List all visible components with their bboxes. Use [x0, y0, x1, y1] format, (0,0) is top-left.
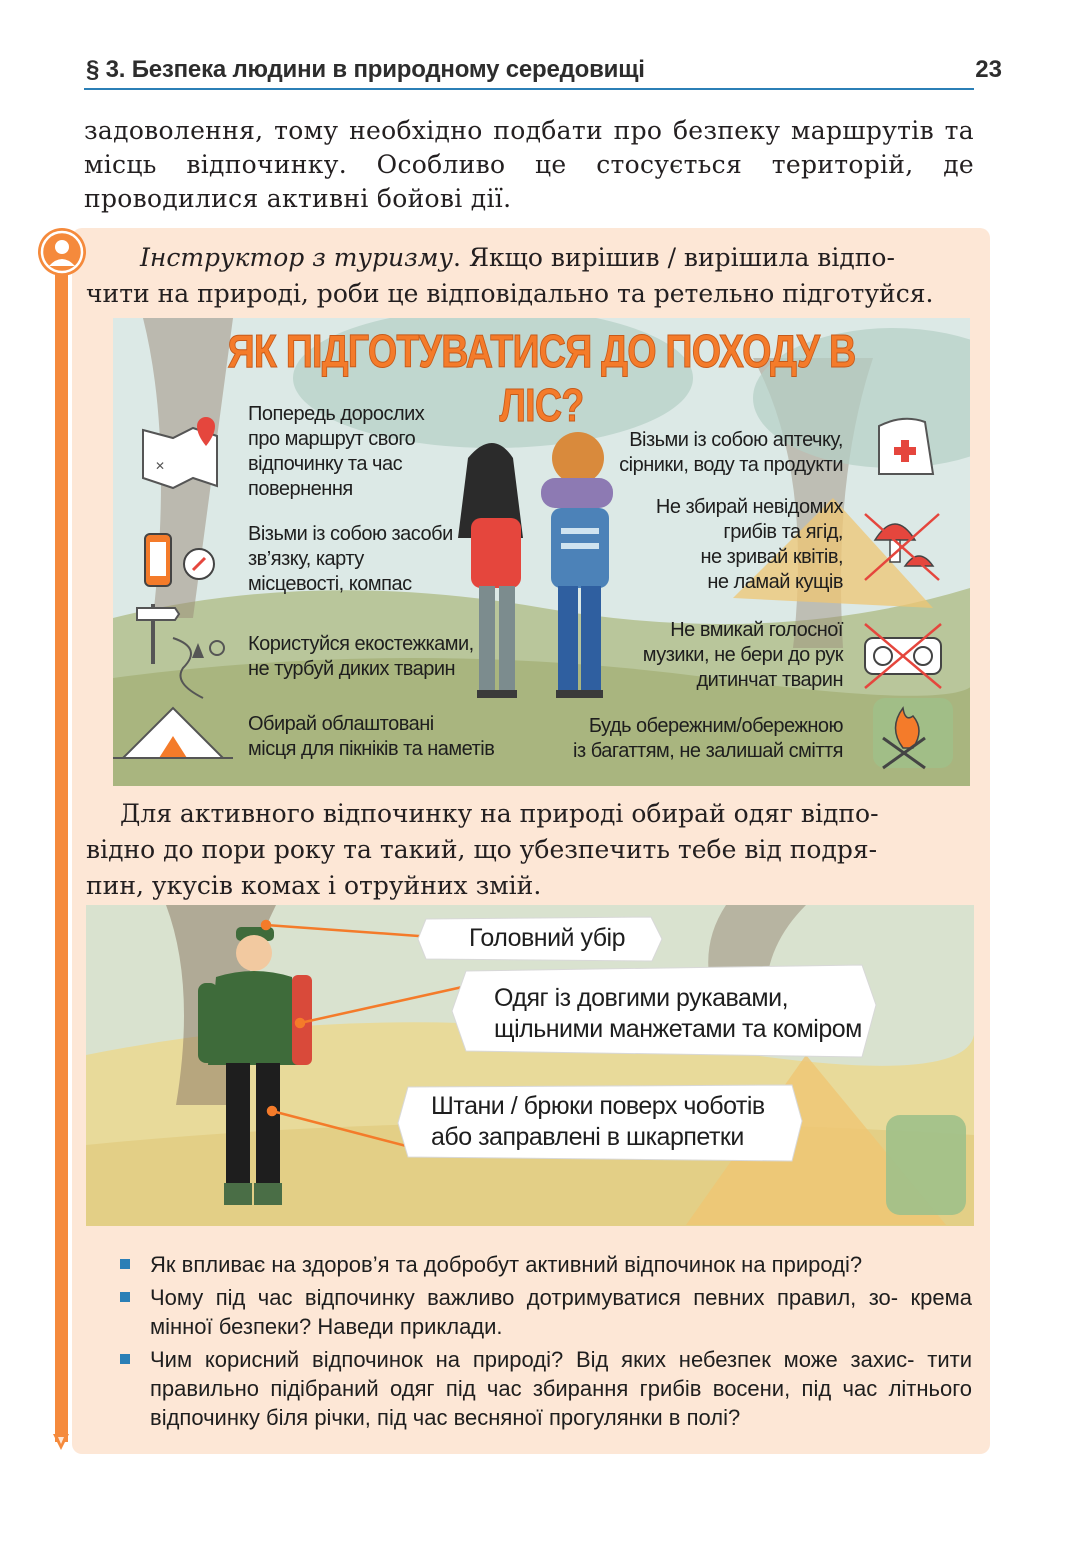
- instructor-paragraph: Інструктор з туризму. Якщо вирішив / вирішила відпо- чити на природі, роби це відповідально та ретельно підготуйся.: [86, 243, 934, 308]
- question-item: Як впливає на здоров’я та добробут активний відпочинок на природі?: [120, 1250, 972, 1279]
- square-bullet-icon: [120, 1354, 130, 1364]
- svg-text:✕: ✕: [155, 459, 166, 473]
- label-long-sleeves: Одяг із довгими рукавами, щільними манжетами та коміром: [494, 984, 862, 1043]
- questions-list: [120, 1250, 972, 1436]
- tip-no-loud-music: Не вмикай голосної музики, не бери до рук дитинчат тварин: [642, 619, 843, 691]
- tip-no-mushrooms: Не збирай невідомих грибів та ягід, не зривай квітів, не ламай кущів: [655, 496, 843, 593]
- intro-paragraph: задоволення, тому необхідно подбати про безпеку маршрутів та місць відпочинку. Особливо це стосується територій, де проводилися активні бойові дії.: [84, 116, 974, 213]
- tip-eco-trails: Користуйся екостежками, не турбуй диких тварин: [248, 633, 474, 680]
- infographic-title: ЯК ПІДГОТУВАТИСЯ ДО ПОХОДУ В ЛІС?: [227, 325, 856, 431]
- clothing-infographic: [86, 905, 974, 1226]
- square-bullet-icon: [120, 1259, 130, 1269]
- tip-campfire-care: Будь обережним/обережною із багаттям, не залишай сміття: [573, 715, 843, 762]
- clothing-paragraph: Для активного відпочинку на природі обирай одяг відпо- відно до пори року та такий, що убезпечить тебе від подря- пин, укусів комах і отруйних змій.: [86, 799, 879, 900]
- side-accent-bar: [55, 252, 68, 1442]
- label-trousers: Штани / брюки поверх чоботів або заправлені в шкарпетки: [431, 1092, 765, 1151]
- speaker-name: Інструктор з туризму: [140, 243, 453, 272]
- square-bullet-icon: [120, 1292, 130, 1302]
- page-header: [84, 52, 1002, 90]
- instructor-avatar-icon: [38, 228, 86, 276]
- question-item: Чому під час відпочинку важливо дотримуватися певних правил, зо- крема мінної безпеки? Наведи приклади.: [120, 1283, 972, 1341]
- tip-inform-adults: Попередь дорослих про маршрут свого відпочинку та час повернення: [248, 403, 425, 500]
- page-number: 23: [975, 56, 1002, 83]
- label-headwear: Головний убір: [469, 924, 626, 952]
- tip-picnic-places: Обирай облаштовані місця для пікніків та наметів: [248, 713, 495, 760]
- tip-take-communication: Візьми із собою засоби зв’язку, карту місцевості, компас: [248, 523, 453, 595]
- hike-prep-infographic: [113, 318, 970, 786]
- tip-first-aid: Візьми із собою аптечку, сірники, воду та продукти: [619, 429, 843, 476]
- section-title: § 3. Безпека людини в природному середовищі: [86, 56, 645, 83]
- question-item: Чим корисний відпочинок на природі? Від яких небезпек може захис- тити правильно підібраний одяг під час збирання грибів восени, під час літнього відпочинку біля річки, під час весняної прогулянки в полі?: [120, 1345, 972, 1432]
